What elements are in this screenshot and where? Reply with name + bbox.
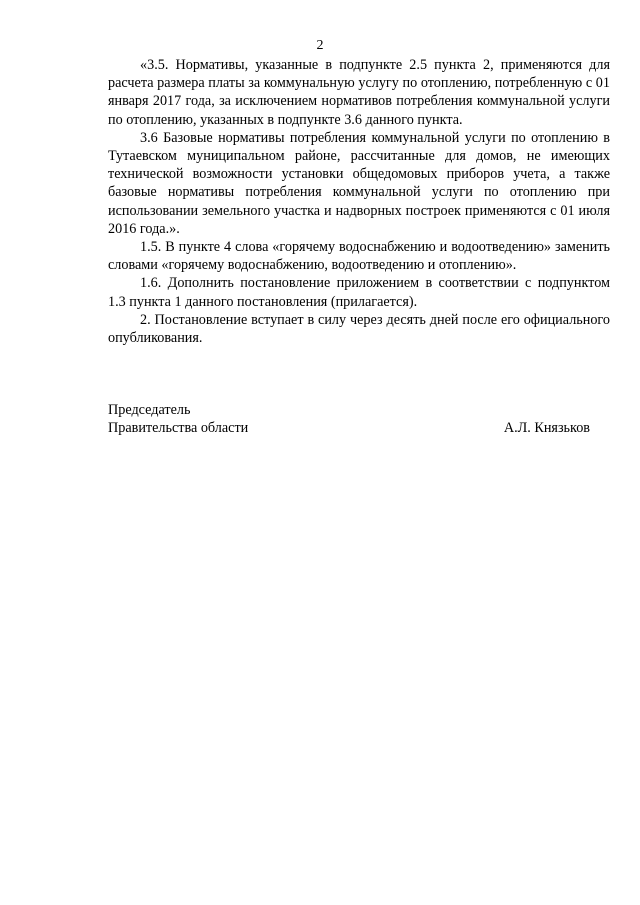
signatory-title-line1: Председатель <box>108 402 191 418</box>
paragraph-1-5: 1.5. В пункте 4 слова «горячему водоснабжению и водоотведению» заменить словами «горячему водоснабжению, водоотведению и отоплению». <box>108 239 610 274</box>
page-number: 2 <box>316 38 324 53</box>
paragraph-1-6: 1.6. Дополнить постановление приложением в соответствии с подпунктом 1.3 пункта 1 данного постановления (прилагается). <box>108 275 610 310</box>
paragraph-3-5: «3.5. Нормативы, указанные в подпункте 2.5 пункта 2, применяются для расчета размера платы за коммунальную услугу по отоплению, потребленную с 01 января 2017 года, за исключением нормативов потребления коммунальной услуги по отоплению, указанных в подпункте 3.6 данного пункта. <box>108 57 610 128</box>
paragraph-3-6: 3.6 Базовые нормативы потребления коммунальной услуги по отоплению в Тутаевском муниципальном районе, рассчитанные для домов, не имеющих технической возможности установки общедомовых приборов учета, а также базовые нормативы потребления коммунальной услуги по отоплению при использовании земельного участка и надворных построек применяются с 01 июля 2016 года.». <box>108 129 610 237</box>
signatory-title-line2: Правительства области <box>108 420 249 437</box>
signatory-name: А.Л. Князьков <box>503 420 590 437</box>
signature-line <box>108 419 590 437</box>
signature-block <box>108 401 590 437</box>
paragraph-2: 2. Постановление вступает в силу через десять дней после его официального опубликования. <box>108 311 610 347</box>
document-body <box>108 56 610 347</box>
